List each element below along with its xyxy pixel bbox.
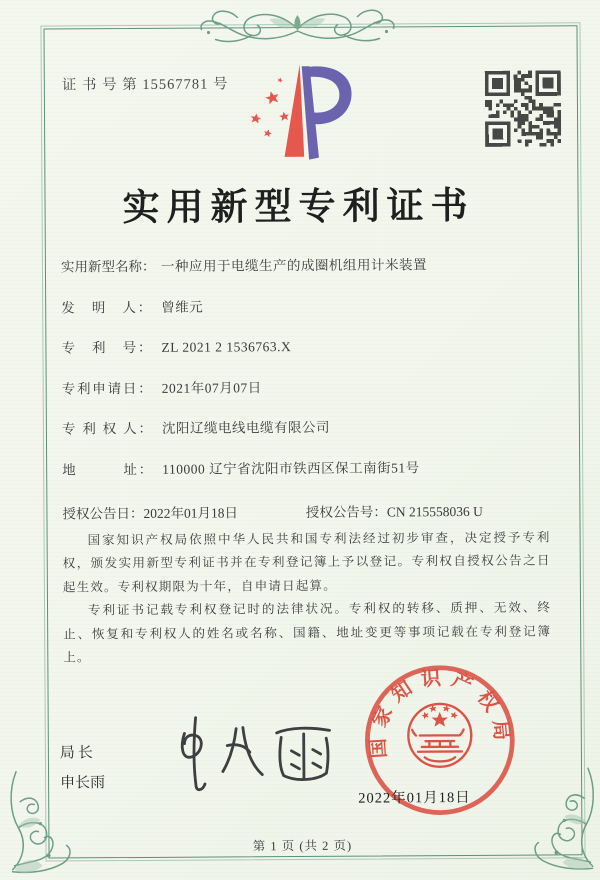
grant-no-label: 授权公告号： bbox=[305, 503, 387, 520]
field-label: 专 利 权 人： bbox=[61, 420, 152, 437]
field-label: 专利申请日： bbox=[61, 380, 152, 396]
seal-text: 国家知识产权局 bbox=[366, 666, 514, 759]
field-value: 曾维元 bbox=[161, 299, 204, 315]
legal-paragraph: 专利证书记载专利权登记时的法律状况。专利权的转移、质押、无效、终止、恢复和专利权人的姓名或名称、国籍、地址变更等事项记载在专利登记簿上。 bbox=[63, 600, 552, 665]
field-row bbox=[62, 374, 550, 400]
field-row bbox=[61, 333, 549, 359]
legal-text bbox=[63, 526, 552, 669]
certificate-number: 证 书 号 第 15567781 号 bbox=[61, 76, 229, 94]
field-label: 专 利 号： bbox=[61, 339, 152, 356]
field-value: 沈阳辽缆电线电缆有限公司 bbox=[161, 419, 330, 436]
field-row bbox=[62, 414, 550, 440]
issue-date: 2022年01月18日 bbox=[358, 789, 471, 807]
field-row bbox=[61, 252, 549, 278]
signer-name: 申长雨 bbox=[60, 774, 106, 792]
certificate-title: 实用新型专利证书 bbox=[122, 185, 475, 230]
signer-block bbox=[60, 738, 105, 798]
page-number: 第 1 页 (共 2 页) bbox=[252, 838, 353, 854]
grant-no-value: CN 215558036 U bbox=[386, 503, 483, 519]
legal-paragraph: 国家知识产权局依照中华人民共和国专利法经过初步审查，决定授予专利权，颁发实用新型专利证书并在专利登记簿上予以登记。专利权自授权公告之日起生效。专利权期限为十年，自申请日起算。 bbox=[62, 530, 551, 595]
grant-date-value: 2022年01月18日 bbox=[143, 504, 238, 521]
field-value: 110000 辽宁省沈阳市铁西区保工南街51号 bbox=[162, 459, 420, 477]
field-value: ZL 2021 2 1536763.X bbox=[161, 339, 292, 355]
field-row bbox=[62, 455, 550, 481]
grant-row bbox=[62, 499, 550, 525]
signer-title: 局长 bbox=[59, 744, 96, 762]
cnipa-logo-icon bbox=[241, 62, 360, 167]
field-value: 一种应用于电缆生产的成圈机组用计米装置 bbox=[160, 257, 427, 274]
field-row bbox=[61, 293, 549, 319]
signature-script bbox=[160, 708, 361, 799]
qr-code bbox=[485, 70, 561, 146]
national-emblem-icon bbox=[408, 704, 471, 767]
field-label: 地 址： bbox=[62, 461, 153, 477]
floral-flourish-top bbox=[187, 4, 407, 49]
field-label: 发 明 人： bbox=[61, 299, 152, 315]
field-list bbox=[61, 252, 551, 524]
field-label: 实用新型名称： bbox=[60, 258, 156, 275]
grant-date-label: 授权公告日： bbox=[62, 505, 144, 521]
field-value: 2021年07月07日 bbox=[161, 379, 262, 396]
